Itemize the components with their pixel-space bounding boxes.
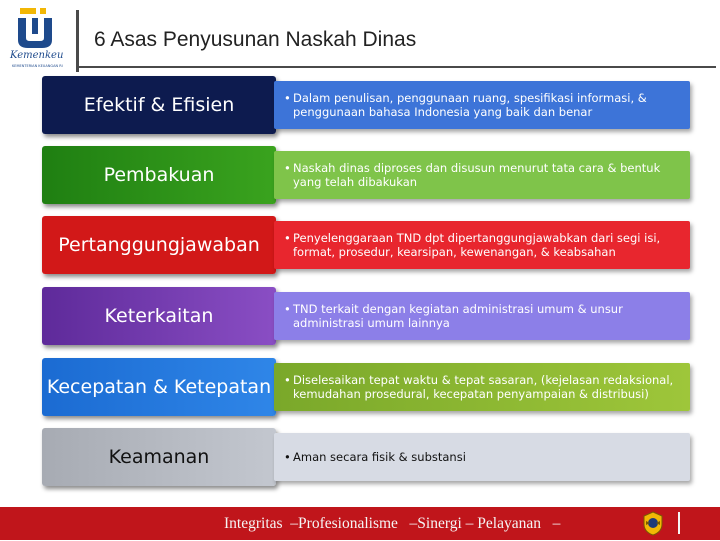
principle-description: Penyelenggaraan TND dpt dipertanggungjawabkan dari segi isi, format, prosedur, kearsipan, kewenangan, & keabsahan [293, 231, 661, 259]
page-title: 6 Asas Penyusunan Naskah Dinas [94, 28, 417, 51]
principle-title: Efektif & Efisien [42, 76, 276, 134]
principle-title: Keterkaitan [42, 287, 276, 345]
principle-description-box [274, 292, 690, 340]
principle-description-box [274, 363, 690, 411]
principle-title: Pembakuan [42, 146, 276, 204]
bullet-point: • [284, 450, 291, 464]
principle-description: TND terkait dengan kegiatan administrasi umum & unsur administrasi umum lainnya [293, 302, 623, 330]
principle-row [42, 216, 692, 274]
principle-description: Dalam penulisan, penggunaan ruang, spesifikasi informasi, & penggunaan bahasa Indonesia yang baik dan benar [293, 91, 647, 119]
principle-row [42, 287, 692, 345]
bullet-point: • [284, 302, 291, 316]
principle-row [42, 146, 692, 204]
principle-row [42, 358, 692, 416]
header-underline [76, 66, 716, 68]
principle-description-box [274, 81, 690, 129]
principle-title: Keamanan [42, 428, 276, 486]
bullet-point: • [284, 161, 291, 175]
principle-row [42, 76, 692, 134]
principle-description: Diselesaikan tepat waktu & tepat sasaran, (kejelasan redaksional, kemudahan prosedural, kecepatan penyampaian & distribusi) [293, 373, 674, 401]
header-divider [76, 10, 79, 72]
bullet-point: • [284, 373, 291, 387]
principle-description: Naskah dinas diproses dan disusun menurut tata cara & bentuk yang telah dibakukan [293, 161, 661, 189]
principle-description-box [274, 433, 690, 481]
footer-bar [0, 507, 720, 540]
bullet-point: • [284, 231, 291, 245]
principle-title: Pertanggungjawaban [42, 216, 276, 274]
principle-description-box [274, 151, 690, 199]
garuda-emblem-icon [640, 510, 666, 537]
principle-description-box [274, 221, 690, 269]
logo-text: Kemenkeu [10, 50, 64, 61]
bullet-point: • [284, 91, 291, 105]
principle-row [42, 428, 692, 486]
kemenkeu-emblem-icon [8, 4, 70, 72]
footer-values-text: Integritas –Profesionalisme –Sinergi – Pelayanan – [224, 515, 561, 532]
footer-divider [678, 512, 680, 534]
kemenkeu-logo [8, 4, 70, 72]
principle-title: Kecepatan & Ketepatan [42, 358, 276, 416]
principle-description: Aman secara fisik & substansi [293, 450, 466, 464]
logo-subtext: KEMENTERIAN KEUANGAN RI [12, 64, 63, 68]
